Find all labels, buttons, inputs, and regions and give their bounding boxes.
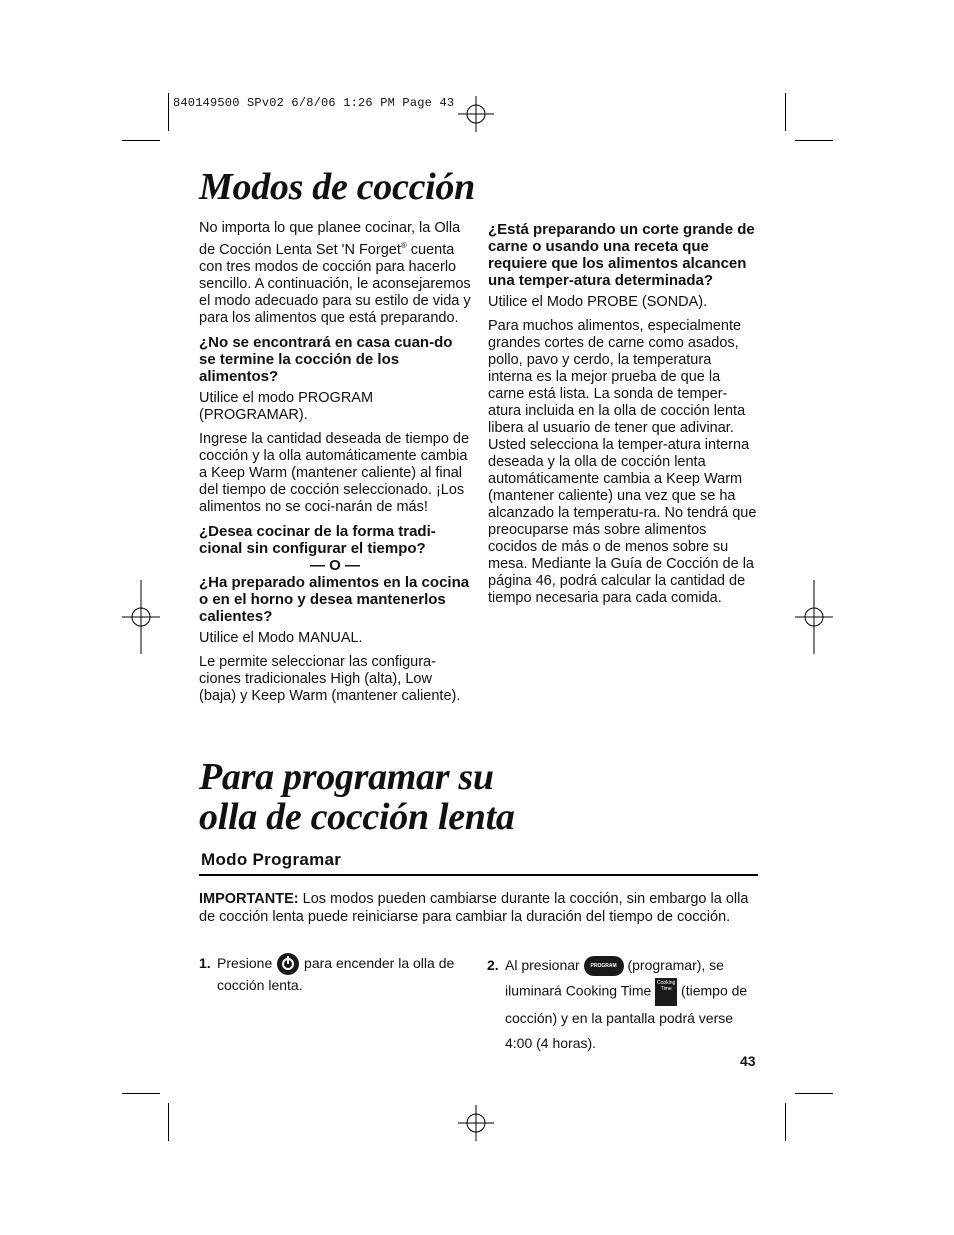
section-title-programar-line1: Para programar su — [199, 756, 494, 798]
cooking-time-indicator-icon: Cooking Time — [655, 978, 677, 1006]
program-button-icon: PROGRAM — [584, 956, 624, 976]
crop-mark — [785, 93, 786, 131]
section-title-modos: Modos de cocción — [199, 166, 475, 208]
print-header: 840149500 SPv02 6/8/06 1:26 PM Page 43 — [173, 96, 455, 110]
mode-text: Utilice el Modo MANUAL. — [199, 629, 363, 646]
registration-mark-icon — [122, 580, 160, 654]
right-column — [488, 221, 758, 614]
crop-mark — [122, 140, 160, 141]
intro-paragraph: No importa lo que planee cocinar, la Olla de Cocción Lenta Set 'N Forget® cuenta con tres modos de cocción para hacerlo sencillo. A continuación, le aconsejaremos el modo adecuado para su estilo de vida y para los alimentos que está preparando. — [199, 220, 471, 326]
crop-mark — [168, 93, 169, 131]
left-column — [199, 220, 471, 712]
registration-mark-icon — [795, 580, 833, 654]
power-button-icon — [277, 953, 299, 975]
body-text: Le permite seleccionar las configura-ciones tradicionales High (alta), Low (baja) y Keep Warm (mantener caliente). — [199, 653, 461, 704]
question-heading: ¿Ha preparado alimentos en la cocina o en el horno y desea mantenerlos calientes? — [199, 573, 470, 625]
crop-mark — [795, 140, 833, 141]
question-heading: ¿Está preparando un corte grande de carne o usando una receta que requiere que los alimentos alcancen una temper-atura determinada? — [488, 221, 755, 289]
body-text: Ingrese la cantidad deseada de tiempo de cocción y la olla automáticamente cambia a Keep Warm (mantener caliente) al final del tiempo de cocción seleccionado. ¡Los alimentos no se coci-narán de más! — [199, 430, 470, 515]
page-number: 43 — [740, 1053, 756, 1069]
section-title-programar-line2: olla de cocción lenta — [199, 796, 515, 838]
mode-text: Utilice el Modo PROBE (SONDA). — [488, 294, 708, 310]
body-text: Para muchos alimentos, especialmente grandes cortes de carne como asados, pollo, pavo y cerdo, la temperatura interna es la mejor prueba de que la carne está lista. La sonda de temper-atura incluida en la olla de cocción lenta libera al usuario de tener que adivinar. Usted selecciona la temper-atura interna deseada y la olla de cocción lenta automáticamente cambia a Keep Warm (mantener caliente) una vez que se ha alcanzado la temperatu-ra. No tendrá que preocuparse más sobre alimentos cocidos de más o de menos sobre su mesa. Mediante la Guía de Cocción de la página 46, podrá calcular la cantidad de tiempo necesaria para cada comida. — [488, 318, 757, 606]
divider — [199, 874, 758, 876]
crop-mark — [795, 1093, 833, 1094]
crop-mark — [785, 1103, 786, 1141]
question-heading: ¿No se encontrará en casa cuan-do se termine la cocción de los alimentos? — [199, 333, 453, 385]
important-note: IMPORTANTE: Los modos pueden cambiarse durante la cocción, sin embargo la olla de cocción lenta puede reiniciarse para cambiar la duración del tiempo de cocción. — [199, 891, 749, 925]
mode-text: Utilice el modo PROGRAM (PROGRAMAR). — [199, 389, 374, 423]
or-separator: — O — — [309, 556, 360, 574]
crop-mark — [122, 1093, 160, 1094]
subsection-title: Modo Programar — [201, 850, 342, 869]
registration-mark-icon — [458, 1105, 494, 1141]
crop-mark — [168, 1103, 169, 1141]
registration-mark-icon — [458, 96, 494, 132]
question-heading: ¿Desea cocinar de la forma tradi-cional sin configurar el tiempo? — [199, 522, 436, 557]
